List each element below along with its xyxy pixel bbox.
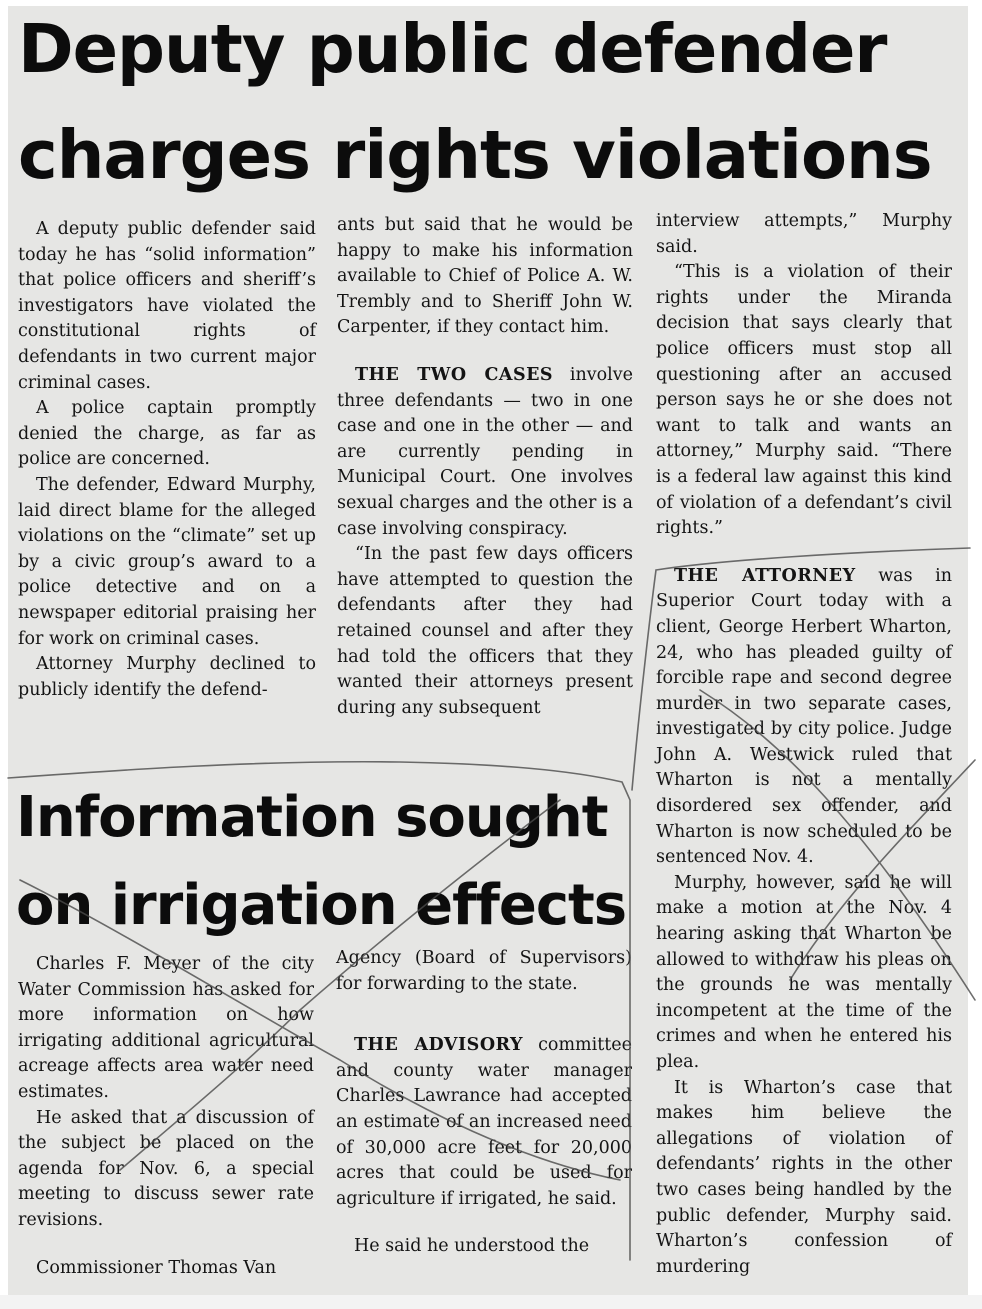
story1-col1-paragraph-4: Attorney Murphy declined to publicly identify the defend- <box>18 654 316 700</box>
story2-column-1 <box>18 952 314 1281</box>
story1-column-1 <box>18 217 316 703</box>
story1-col2-paragraph-3: “In the past few days officers have attempted to question the defendants after they had retained counsel and after they had told the officers that they wanted their attorneys present during any subsequent <box>337 544 633 718</box>
story1-col3-paragraph-5: It is Wharton’s case that makes him believe the allegations of violation of defendants’ rights in the other two cases being handled by the public defender, Murphy said. Wharton’s confession of murdering <box>656 1077 952 1277</box>
story1-headline-line2: charges rights violations <box>18 116 932 194</box>
story1-col2-paragraph-2 <box>337 363 633 542</box>
story1-column-3 <box>656 209 952 1280</box>
story1-col3-paragraph-4: Murphy, however, said he will make a motion at the Nov. 4 hearing asking that Wharton be allowed to withdraw his pleas on the grounds he was mentally incompetent at the time of the crimes and when he entered his plea. <box>656 872 952 1072</box>
story2-col1-paragraph-3: Commissioner Thomas Van <box>36 1257 277 1278</box>
story1-col1-paragraph-3: The defender, Edward Murphy, laid direct blame for the alleged violations on the “climate” set up by a civic group’s award to a police detective and on a newspaper editorial praising her for work on criminal cases. <box>18 474 316 649</box>
story1-col3-paragraph-3 <box>656 564 952 871</box>
story2-col2-paragraph-2 <box>336 1033 632 1212</box>
story1-headline-line1: Deputy public defender <box>18 10 887 88</box>
story1-column-2 <box>337 213 633 721</box>
story1-col3-paragraph-3-text: was in Superior Court today with a client, George Herbert Wharton, 24, who has pleaded guilty of forcible rape and second degree murder in two separate cases, investigated by city police. Judge John A. Westwick ruled that Wharton is not a mentally disordered sex offender, and Wharton is now scheduled to be sentenced Nov. 4. <box>656 565 952 868</box>
story2-col2-paragraph-2-text: committee and county water manager Charles Lawrance had accepted an estimate of an increased need of 30,000 acre feet for 20,000 acres that could be used for agriculture if irrigated, he said. <box>336 1035 633 1209</box>
newspaper-clipping <box>8 6 968 1296</box>
story2-col2-paragraph-1: Agency (Board of Supervisors) for forwarding to the state. <box>336 948 632 994</box>
story2-headline-line1: Information sought <box>16 785 608 850</box>
story2-col2-paragraph-3: He said he understood the <box>354 1236 590 1257</box>
story1-col2-paragraph-2-text: involve three defendants — two in one case and one in the other — and are currently pending in Municipal Court. One involves sexual charges and the other is a case involving conspiracy. <box>337 364 633 539</box>
story1-col3-paragraph-1: interview attempts,” Murphy said. <box>656 211 952 257</box>
story1-col1-paragraph-1: A deputy public defender said today he has “solid information” that police officers and sheriff’s investigators have violated the constitutional rights of defendants in two current major criminal cases. <box>18 219 316 393</box>
story2-col1-paragraph-2: He asked that a discussion of the subject be placed on the agenda for Nov. 6, a special meeting to discuss sewer rate revisions. <box>18 1107 314 1230</box>
section-lead-the-advisory: THE ADVISORY <box>354 1035 524 1056</box>
story1-col1-paragraph-2: A police captain promptly denied the charge, as far as police are concerned. <box>18 398 316 470</box>
section-lead-the-two-cases: THE TWO CASES <box>355 364 554 385</box>
scan-bottom-edge <box>0 1295 982 1309</box>
story1-col2-paragraph-1: ants but said that he would be happy to make his information available to Chief of Police A. W. Trembly and to Sheriff John W. Carpenter, if they contact him. <box>337 215 633 338</box>
story2-headline-line2: on irrigation effects <box>16 873 627 938</box>
story2-column-2 <box>336 946 632 1260</box>
section-lead-the-attorney: THE ATTORNEY <box>674 565 856 586</box>
story1-col3-paragraph-2: “This is a violation of their rights under the Miranda decision that says clearly that police officers must stop all questioning after an accused person says he or she does not want to talk and wants an attorney,” Murphy said. “There is a federal law against this kind of violation of a defendant’s civil rights.” <box>656 262 952 539</box>
story2-col1-paragraph-1: Charles F. Meyer of the city Water Commission has asked for more information on how irrigating additional agricultural acreage affects area water need estimates. <box>18 954 314 1102</box>
